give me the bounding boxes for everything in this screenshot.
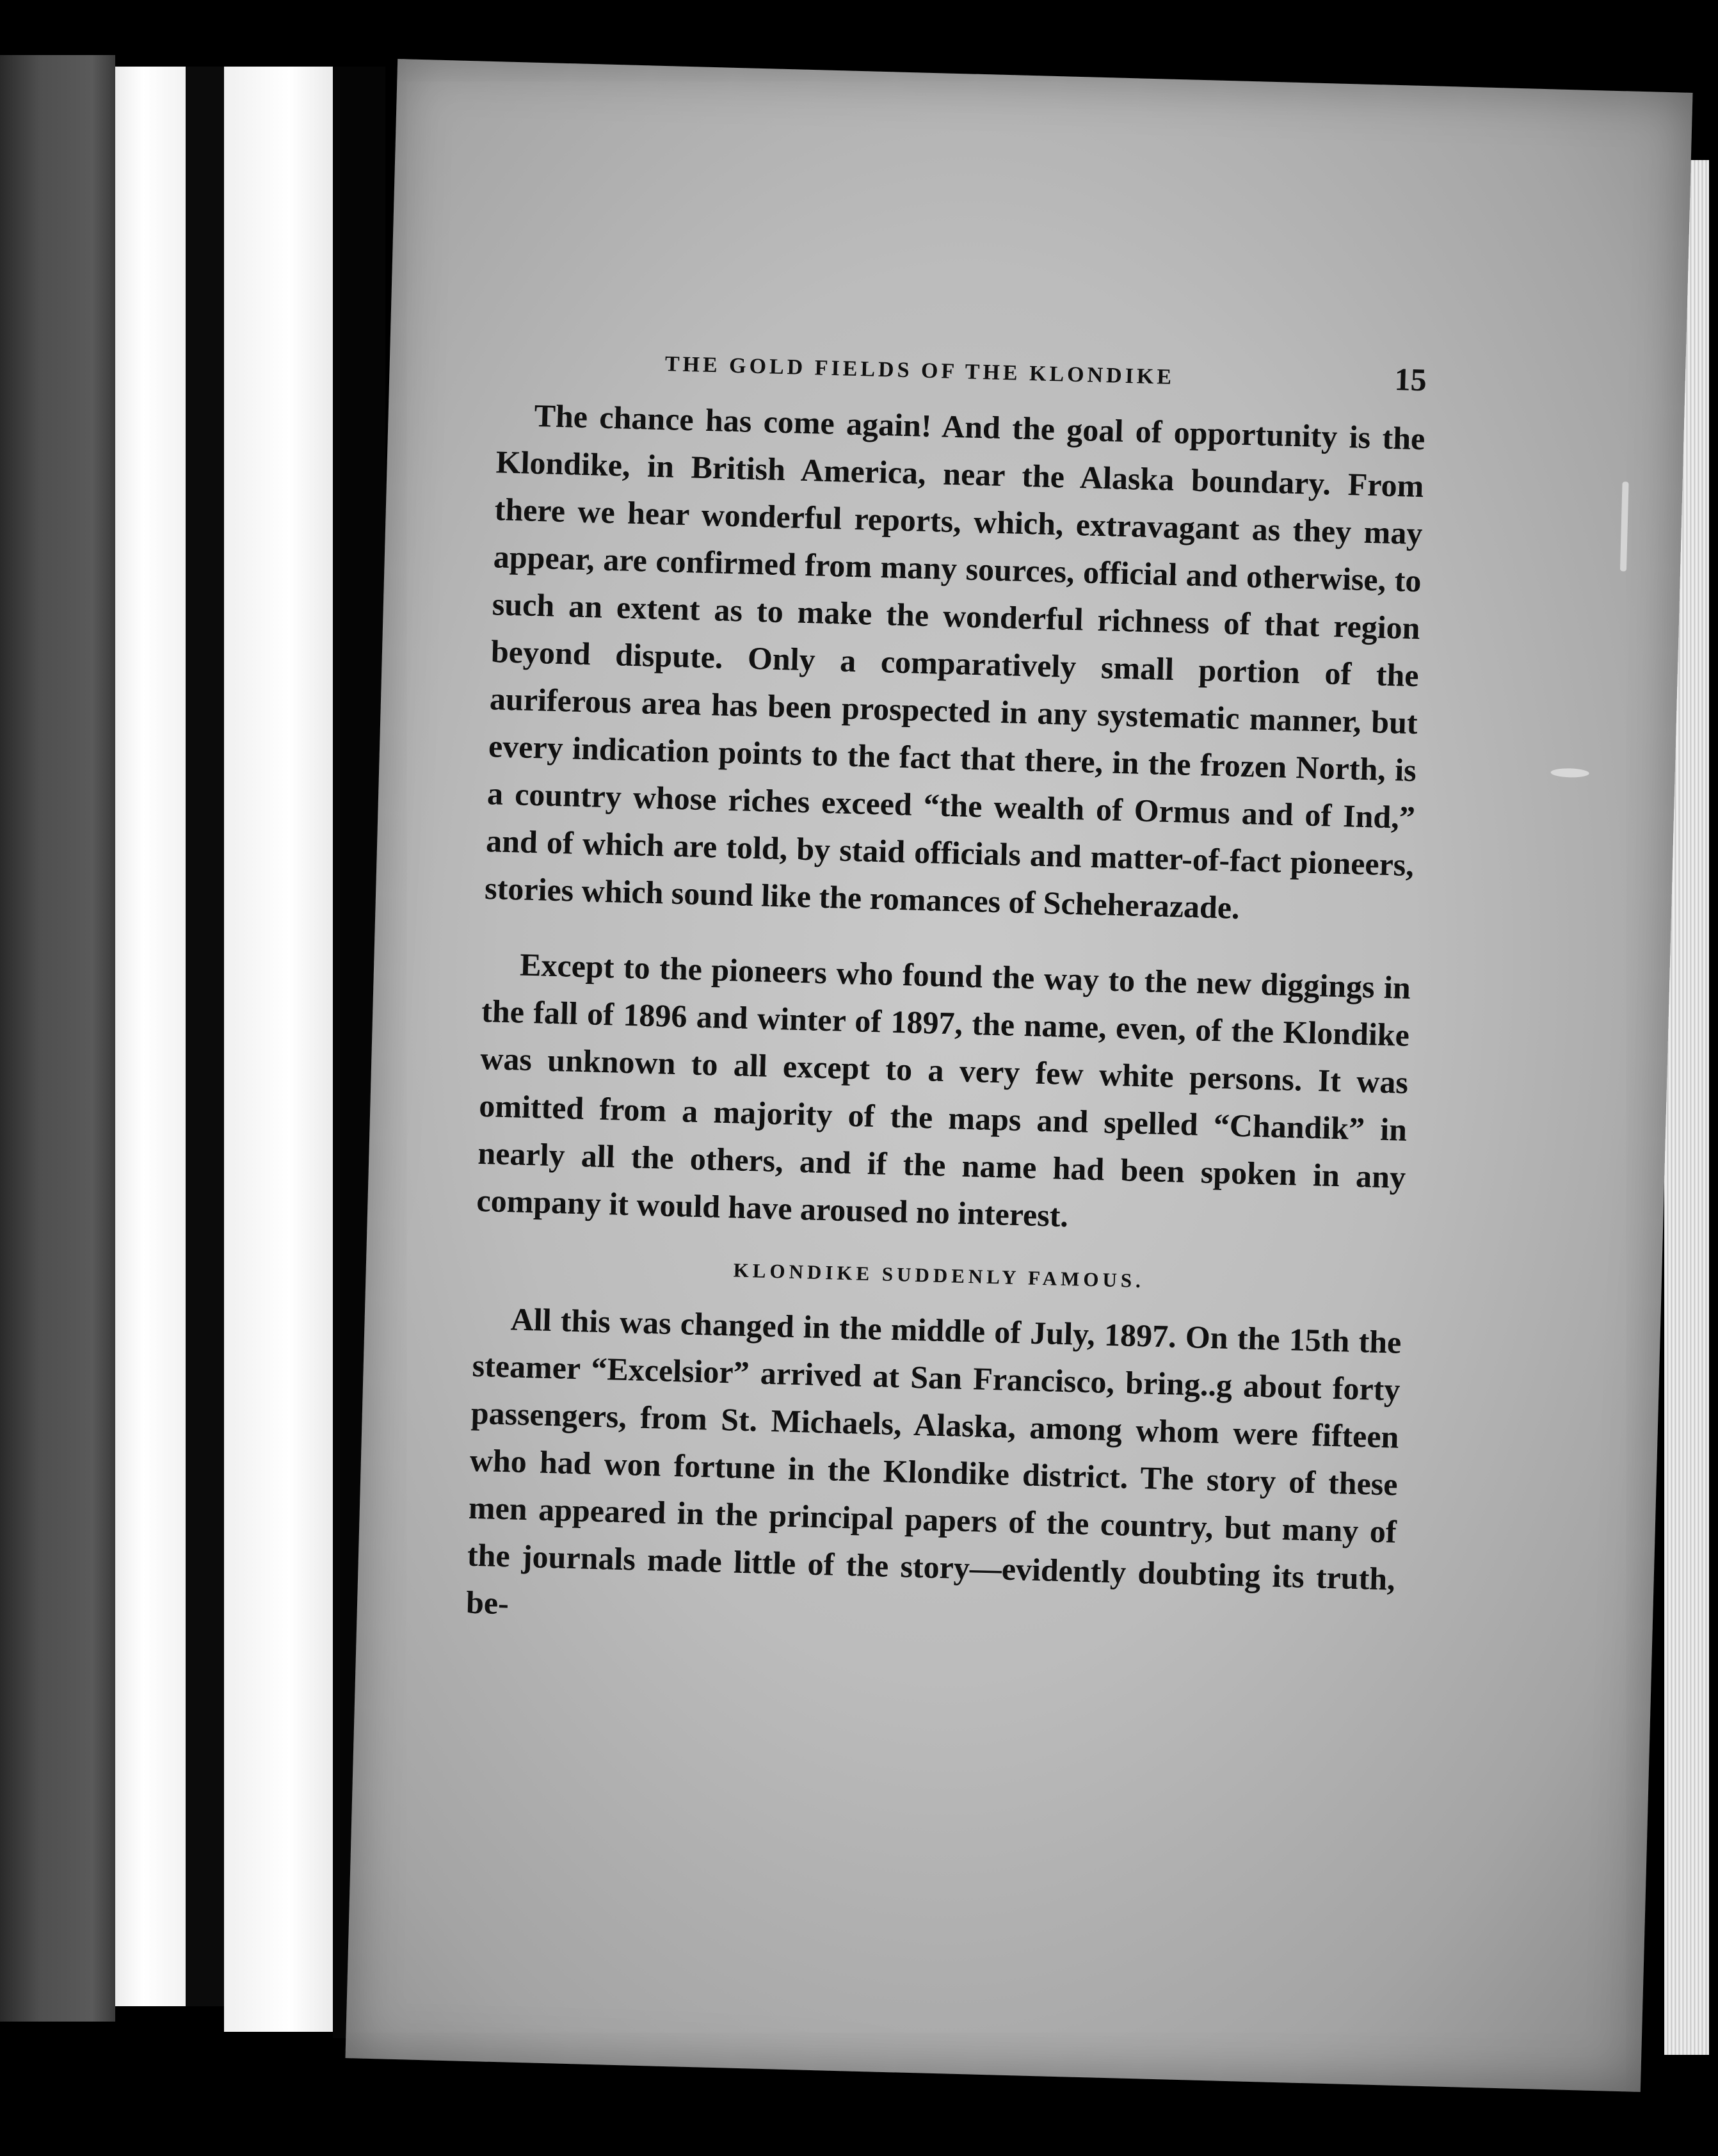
paper-speck xyxy=(1620,481,1629,571)
section-subheading: KLONDIKE SUDDENLY FAMOUS. xyxy=(733,1259,1145,1292)
running-head-title: THE GOLD FIELDS OF THE KLONDIKE xyxy=(664,352,1175,389)
page-number: 15 xyxy=(1393,360,1427,398)
paragraph-1: The chance has come again! And the goal of opportunity is the Klondike, in British America, near the Alaska boundary. From there we hear wonderful reports, which, extravagant as they may appear, are confirmed from many sources, official and otherwise, to such an extent as to make the wonderful richness of that region beyond dispute. Only a comparatively small portion of the auriferous area has been prospected in any systematic manner, but every indication points to the fact that there, in the frozen North, is a country whose riches exceed “the wealth of Ormus and of Ind,” and of which are told, by staid officials and matter-of-fact pioneers, stories which sound like the romances of Scheherazade. xyxy=(484,397,1425,926)
left-page-edge xyxy=(0,55,115,2022)
paper-speck xyxy=(1550,768,1589,778)
book-page xyxy=(345,59,1692,2092)
running-head xyxy=(498,337,1427,398)
book-gutter xyxy=(186,67,224,2006)
paragraph-3: All this was changed in the middle of July, 1897. On the 15th the steamer “Excelsior” arrived at San Francisco, bring..g about forty passengers, from St. Michaels, Alaska, among whom were fifteen who had won fortune in the Klondike district. The story of these men appeared in the principal papers of the country, but many of the journals made little of the story—evidently doubting its truth, be- xyxy=(465,1301,1402,1621)
paragraph-2: Except to the pioneers who found the way to the new diggings in the fall of 1896 and winter of 1897, the name, even, of the Klondike was unknown to all except to a very few white persons. It was omitted from a majority of the maps and spelled “Chandik” in nearly all the others, and if the name had been spoken in any company it would have aroused no interest. xyxy=(476,946,1411,1234)
left-page-margin xyxy=(115,67,186,2006)
page-text-block xyxy=(465,337,1427,1678)
inner-page-margin xyxy=(224,67,333,2032)
